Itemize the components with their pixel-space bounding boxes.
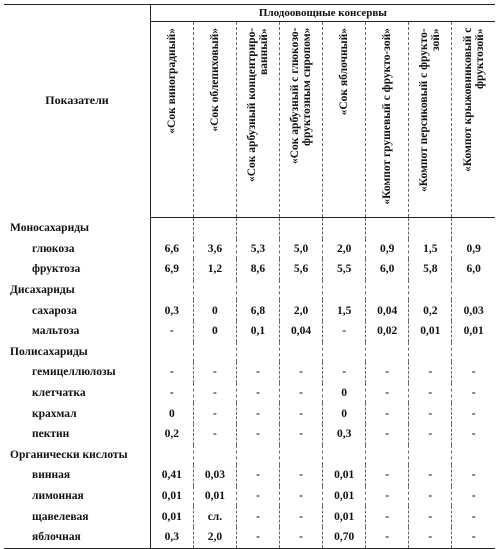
table-cell: - xyxy=(409,527,452,548)
table-row xyxy=(4,486,495,507)
table-cell: 0,01 xyxy=(323,486,366,507)
table-cell xyxy=(236,342,279,363)
table-cell: 0 xyxy=(168,407,175,420)
table-cell xyxy=(193,280,236,301)
table-cell: 0,3 xyxy=(164,304,180,317)
table-cell: - xyxy=(236,486,279,507)
group-header: Плодоовощные консервы xyxy=(150,5,495,22)
table-cell: 0,01 xyxy=(161,490,182,503)
table-cell: 0,3 xyxy=(323,424,366,445)
table-cell: - xyxy=(169,325,174,338)
table-cell: - xyxy=(409,424,452,445)
row-label: гемицеллюлозы xyxy=(4,362,150,383)
table-cell: - xyxy=(452,362,495,383)
table-row xyxy=(4,321,495,342)
row-label: щавелевая xyxy=(4,506,150,527)
column-header-label: «Сок виноградный» xyxy=(165,28,178,134)
section-row xyxy=(4,342,495,363)
table-cell xyxy=(236,280,279,301)
section-label: Полисахариды xyxy=(4,342,150,363)
table-row xyxy=(4,259,495,280)
section-label: Органически кислоты xyxy=(4,445,150,466)
table-cell: 6,0 xyxy=(452,259,495,280)
table-cell: - xyxy=(193,383,236,404)
table-cell: - xyxy=(193,362,236,383)
table-cell: 2,0 xyxy=(323,239,366,260)
table-cell xyxy=(150,342,193,363)
row-label: глюкоза xyxy=(4,239,150,260)
row-label: клетчатка xyxy=(4,383,150,404)
table-cell: - xyxy=(236,424,279,445)
table-cell: 8,6 xyxy=(236,259,279,280)
table-cell xyxy=(366,445,409,466)
table-row xyxy=(4,527,495,548)
table-cell: 0,70 xyxy=(323,527,366,548)
table-cell: 0,9 xyxy=(452,239,495,260)
table-cell: - xyxy=(366,465,409,486)
table-cell xyxy=(409,218,452,239)
table-cell xyxy=(193,218,236,239)
table-body xyxy=(4,218,495,549)
column-header xyxy=(236,22,279,218)
nutrition-table xyxy=(4,4,495,549)
table-cell: - xyxy=(452,527,495,548)
table-cell: 2,0 xyxy=(280,300,323,321)
table-cell: 1,5 xyxy=(409,239,452,260)
table-cell: 0,2 xyxy=(164,428,180,441)
table-cell: - xyxy=(366,527,409,548)
label-header: Показатели xyxy=(45,93,109,107)
table-cell xyxy=(409,280,452,301)
table-cell: 1,2 xyxy=(193,259,236,280)
table-cell: - xyxy=(193,403,236,424)
table-cell: 6,0 xyxy=(366,259,409,280)
row-label: пектин xyxy=(4,424,150,445)
table-cell xyxy=(452,218,495,239)
table-cell: 2,0 xyxy=(193,527,236,548)
table-cell: 0 xyxy=(193,321,236,342)
table-cell xyxy=(409,445,452,466)
table-cell: 0,9 xyxy=(366,239,409,260)
row-label: лимонная xyxy=(4,486,150,507)
table-cell xyxy=(150,218,193,239)
table-cell xyxy=(280,218,323,239)
table-cell: 0 xyxy=(323,403,366,424)
table-cell: 0,01 xyxy=(193,486,236,507)
section-row xyxy=(4,280,495,301)
table-cell: - xyxy=(193,424,236,445)
table-cell xyxy=(366,342,409,363)
table-cell: - xyxy=(366,383,409,404)
row-label: сахароза xyxy=(4,300,150,321)
table-cell: - xyxy=(236,362,279,383)
table-cell: - xyxy=(169,366,174,379)
column-header xyxy=(150,22,193,218)
table-cell: - xyxy=(280,362,323,383)
table-cell: - xyxy=(452,403,495,424)
row-label: мальтоза xyxy=(4,321,150,342)
table-cell: - xyxy=(366,403,409,424)
table-cell: - xyxy=(236,465,279,486)
table-cell: - xyxy=(409,403,452,424)
table-cell: сл. xyxy=(193,506,236,527)
table-row xyxy=(4,403,495,424)
table-cell: 0 xyxy=(193,300,236,321)
table-cell: 0,41 xyxy=(161,469,182,482)
table-cell: 0,04 xyxy=(366,300,409,321)
column-header-label: «Сок арбузный с глюкозо-фруктозным сиропом» xyxy=(289,28,314,165)
table-row xyxy=(4,383,495,404)
table-cell: - xyxy=(169,387,174,400)
column-header xyxy=(366,22,409,218)
table-cell: - xyxy=(280,506,323,527)
table-cell: 0,02 xyxy=(366,321,409,342)
table-cell: 0,01 xyxy=(452,321,495,342)
table-cell xyxy=(366,280,409,301)
table-cell: 0,1 xyxy=(236,321,279,342)
table-cell: - xyxy=(323,362,366,383)
table-cell: - xyxy=(236,506,279,527)
table-cell xyxy=(280,342,323,363)
section-row xyxy=(4,445,495,466)
table-cell: - xyxy=(409,486,452,507)
column-header xyxy=(323,22,366,218)
column-header xyxy=(280,22,323,218)
table-row xyxy=(4,465,495,486)
table-cell: - xyxy=(280,383,323,404)
section-label: Дисахариды xyxy=(4,280,150,301)
table-cell xyxy=(323,342,366,363)
table-cell: 3,6 xyxy=(193,239,236,260)
table-cell: - xyxy=(280,403,323,424)
row-label: крахмал xyxy=(4,403,150,424)
table-cell: 6,8 xyxy=(236,300,279,321)
table-cell: - xyxy=(280,465,323,486)
column-header-label: «Компот крыжовниковый с фруктозой» xyxy=(461,28,486,173)
column-header-label: «Сок яблочный» xyxy=(338,28,351,116)
table-cell: - xyxy=(236,527,279,548)
table-cell: 5,6 xyxy=(280,259,323,280)
table-cell: 0,01 xyxy=(323,506,366,527)
column-header-label: «Компот грушевый с фрукто-зой» xyxy=(381,28,394,205)
table-cell: 0,01 xyxy=(409,321,452,342)
table-cell xyxy=(323,218,366,239)
table-cell: - xyxy=(409,506,452,527)
label-header-cell xyxy=(4,5,150,218)
column-header xyxy=(409,22,452,218)
table-cell: - xyxy=(236,383,279,404)
table-cell xyxy=(409,342,452,363)
table-cell: - xyxy=(280,424,323,445)
group-header-row xyxy=(4,5,495,22)
table-cell: - xyxy=(366,486,409,507)
column-header xyxy=(452,22,495,218)
row-label: фруктоза xyxy=(4,259,150,280)
table-cell: - xyxy=(452,383,495,404)
table-cell: 0,03 xyxy=(193,465,236,486)
table-cell xyxy=(236,218,279,239)
section-row xyxy=(4,218,495,239)
table-cell: 5,3 xyxy=(236,239,279,260)
column-header xyxy=(193,22,236,218)
table-cell: 6,9 xyxy=(164,263,180,276)
table-cell: 0,3 xyxy=(150,527,193,548)
table-cell: 5,0 xyxy=(280,239,323,260)
document-page xyxy=(4,4,495,544)
table-cell: - xyxy=(409,465,452,486)
table-cell xyxy=(280,445,323,466)
table-cell xyxy=(150,280,193,301)
table-cell: 5,8 xyxy=(409,259,452,280)
table-cell: - xyxy=(280,527,323,548)
table-cell: - xyxy=(409,383,452,404)
table-cell: 0,01 xyxy=(323,465,366,486)
table-cell xyxy=(366,218,409,239)
table-cell xyxy=(323,280,366,301)
table-cell: - xyxy=(366,362,409,383)
table-cell: 0,2 xyxy=(409,300,452,321)
table-row xyxy=(4,239,495,260)
table-cell: - xyxy=(366,424,409,445)
table-row xyxy=(4,506,495,527)
table-cell: - xyxy=(280,486,323,507)
table-cell xyxy=(323,445,366,466)
table-cell: 6,6 xyxy=(164,242,180,255)
row-label: яблочная xyxy=(4,527,150,548)
table-cell: 0 xyxy=(323,383,366,404)
table-cell: - xyxy=(323,321,366,342)
table-cell: - xyxy=(452,424,495,445)
table-cell xyxy=(150,445,193,466)
column-header-label: «Компот персиковый с фрукто-зой» xyxy=(418,28,443,192)
column-header-label: «Сок арбузный концентриро-ванный» xyxy=(245,28,270,183)
table-cell: 1,5 xyxy=(323,300,366,321)
table-row xyxy=(4,300,495,321)
table-cell: - xyxy=(236,403,279,424)
table-cell xyxy=(452,342,495,363)
table-cell: - xyxy=(452,506,495,527)
table-cell xyxy=(236,445,279,466)
row-label: винная xyxy=(4,465,150,486)
table-cell: - xyxy=(452,465,495,486)
table-cell xyxy=(193,342,236,363)
column-header-label: «Сок облепиховый» xyxy=(208,28,221,132)
table-cell xyxy=(193,445,236,466)
section-label: Моносахариды xyxy=(4,218,150,239)
table-cell: - xyxy=(452,486,495,507)
table-row xyxy=(4,424,495,445)
table-cell xyxy=(280,280,323,301)
table-cell: - xyxy=(366,506,409,527)
table-cell: - xyxy=(409,362,452,383)
table-cell: 5,5 xyxy=(323,259,366,280)
table-cell: 0,04 xyxy=(280,321,323,342)
table-cell: 0,03 xyxy=(452,300,495,321)
table-cell xyxy=(452,280,495,301)
table-cell: 0,01 xyxy=(161,510,182,523)
table-cell xyxy=(452,445,495,466)
table-row xyxy=(4,362,495,383)
